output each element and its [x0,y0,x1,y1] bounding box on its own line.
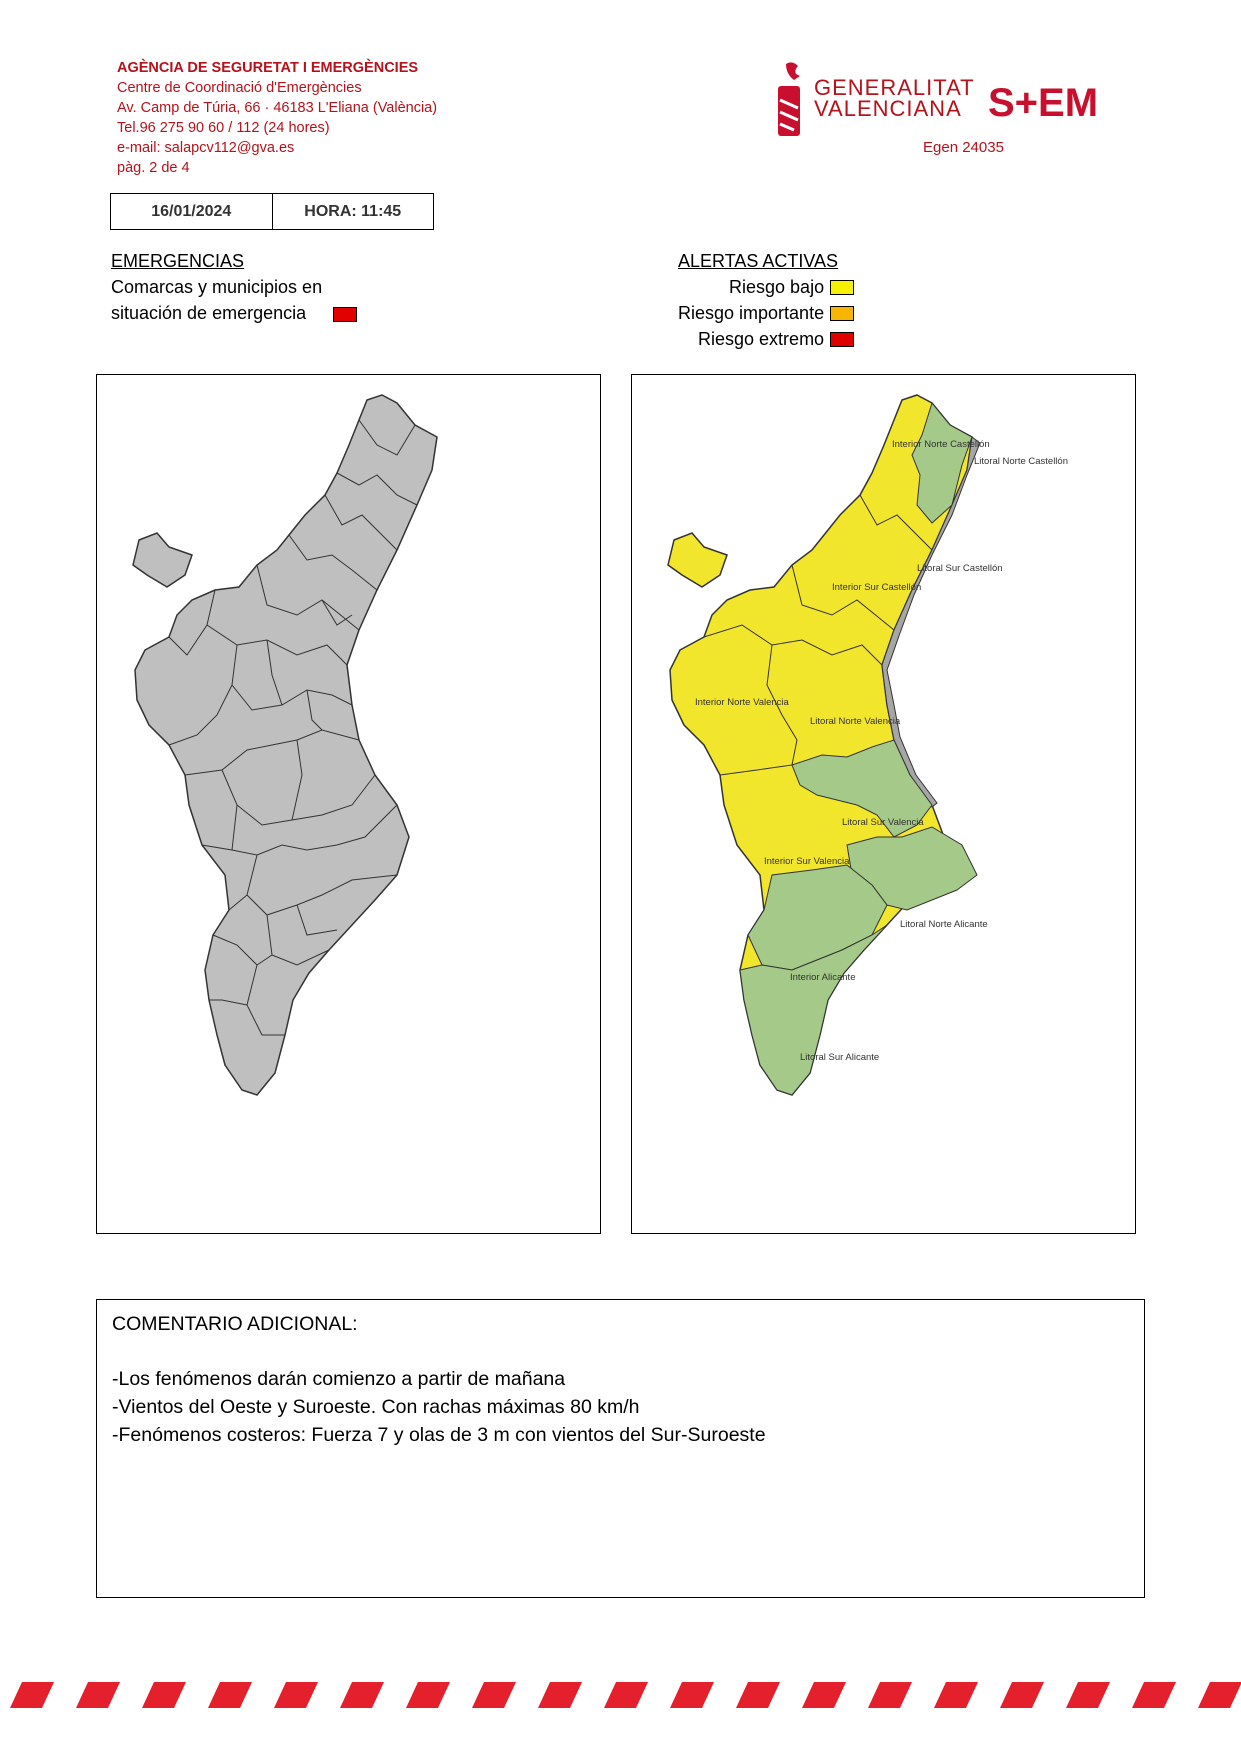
footer-stripes [0,1678,1241,1712]
logo-line2: VALENCIANA [814,96,962,121]
comment-title: COMENTARIO ADICIONAL: [112,1313,358,1335]
emergencias-legend [111,248,357,326]
emergencias-line1: Comarcas y municipios en [111,277,323,297]
footer-stripe [472,1682,516,1708]
footer-stripe [76,1682,120,1708]
generalitat-logo [774,60,1194,150]
legend-item-riesgo-importante: Riesgo importante [678,300,854,326]
footer-stripe [1000,1682,1044,1708]
footer-stripe [208,1682,252,1708]
logo-sem: S+EM [988,81,1099,125]
footer-stripe [1132,1682,1176,1708]
emergencias-title: EMERGENCIAS [111,251,245,271]
legend-item-riesgo-bajo: Riesgo bajo [678,274,854,300]
label-interior-norte-castellon: Interior Norte Castellón [892,439,990,450]
label-litoral-norte-castellon: Litoral Norte Castellón [974,456,1068,467]
time-value: HORA: 11:45 [304,202,402,220]
riesgo-importante-swatch [830,306,854,321]
label-interior-sur-valencia: Interior Sur Valencia [764,856,850,867]
emergency-map-svg [97,375,602,1235]
footer-stripe [10,1682,54,1708]
footer-stripe [802,1682,846,1708]
comment-line: -Los fenómenos darán comienzo a partir de mañana [112,1368,566,1390]
footer-stripe [1066,1682,1110,1708]
riesgo-bajo-swatch [830,280,854,295]
label-litoral-sur-alicante: Litoral Sur Alicante [800,1052,880,1063]
emergency-map [96,374,601,1234]
coat-of-arms-icon [778,62,800,136]
legend-item-riesgo-extremo: Riesgo extremo [678,326,854,352]
agency-header [117,58,437,178]
footer-stripe [670,1682,714,1708]
footer-stripe [1198,1682,1241,1708]
label-litoral-norte-alicante: Litoral Norte Alicante [900,919,988,930]
agency-email: e-mail: salapcv112@gva.es [117,140,295,156]
label-litoral-sur-valencia: Litoral Sur Valencia [842,817,924,828]
label-interior-norte-valencia: Interior Norte Valencia [695,697,789,708]
label-litoral-sur-castellon: Litoral Sur Castellón [917,563,1003,574]
footer-stripe [274,1682,318,1708]
footer-stripe [604,1682,648,1708]
label-interior-alicante: Interior Alicante [790,972,856,983]
label-interior-sur-castellon: Interior Sur Castellón [832,582,922,593]
footer-stripe [736,1682,780,1708]
riesgo-extremo-swatch [830,332,854,347]
agency-phone: Tel.96 275 90 60 / 112 (24 hores) [117,120,330,136]
emergencia-swatch [333,307,357,322]
footer-stripe [538,1682,582,1708]
date-time-box [110,193,434,230]
page-number: pàg. 2 de 4 [117,160,190,176]
alertas-legend [678,248,854,352]
footer-stripe [340,1682,384,1708]
comment-line: -Vientos del Oeste y Suroeste. Con rachas máximas 80 km/h [112,1396,640,1418]
comment-line: -Fenómenos costeros: Fuerza 7 y olas de 3 m con vientos del Sur-Suroeste [112,1424,766,1446]
alertas-title: ALERTAS ACTIVAS [678,251,839,271]
emergencias-line2: situación de emergencia [111,303,307,323]
additional-comment-box [96,1299,1145,1598]
footer-stripe [868,1682,912,1708]
date-value: 16/01/2024 [111,194,273,229]
footer-stripe [142,1682,186,1708]
egen-code: Egen 24035 [923,139,1004,156]
alert-map-svg [632,375,1137,1235]
label-litoral-norte-valencia: Litoral Norte Valencia [810,716,901,727]
footer-stripe [406,1682,450,1708]
agency-address: Av. Camp de Túria, 66 · 46183 L'Eliana (València) [117,100,438,116]
footer-stripe [934,1682,978,1708]
logo-line1: GENERALITAT [814,75,975,100]
agency-center: Centre de Coordinació d'Emergències [117,80,362,96]
zone-enclave-low [668,533,727,587]
alert-map [631,374,1136,1234]
agency-name: AGÈNCIA DE SEGURETAT I EMERGÈNCIES [117,60,419,76]
